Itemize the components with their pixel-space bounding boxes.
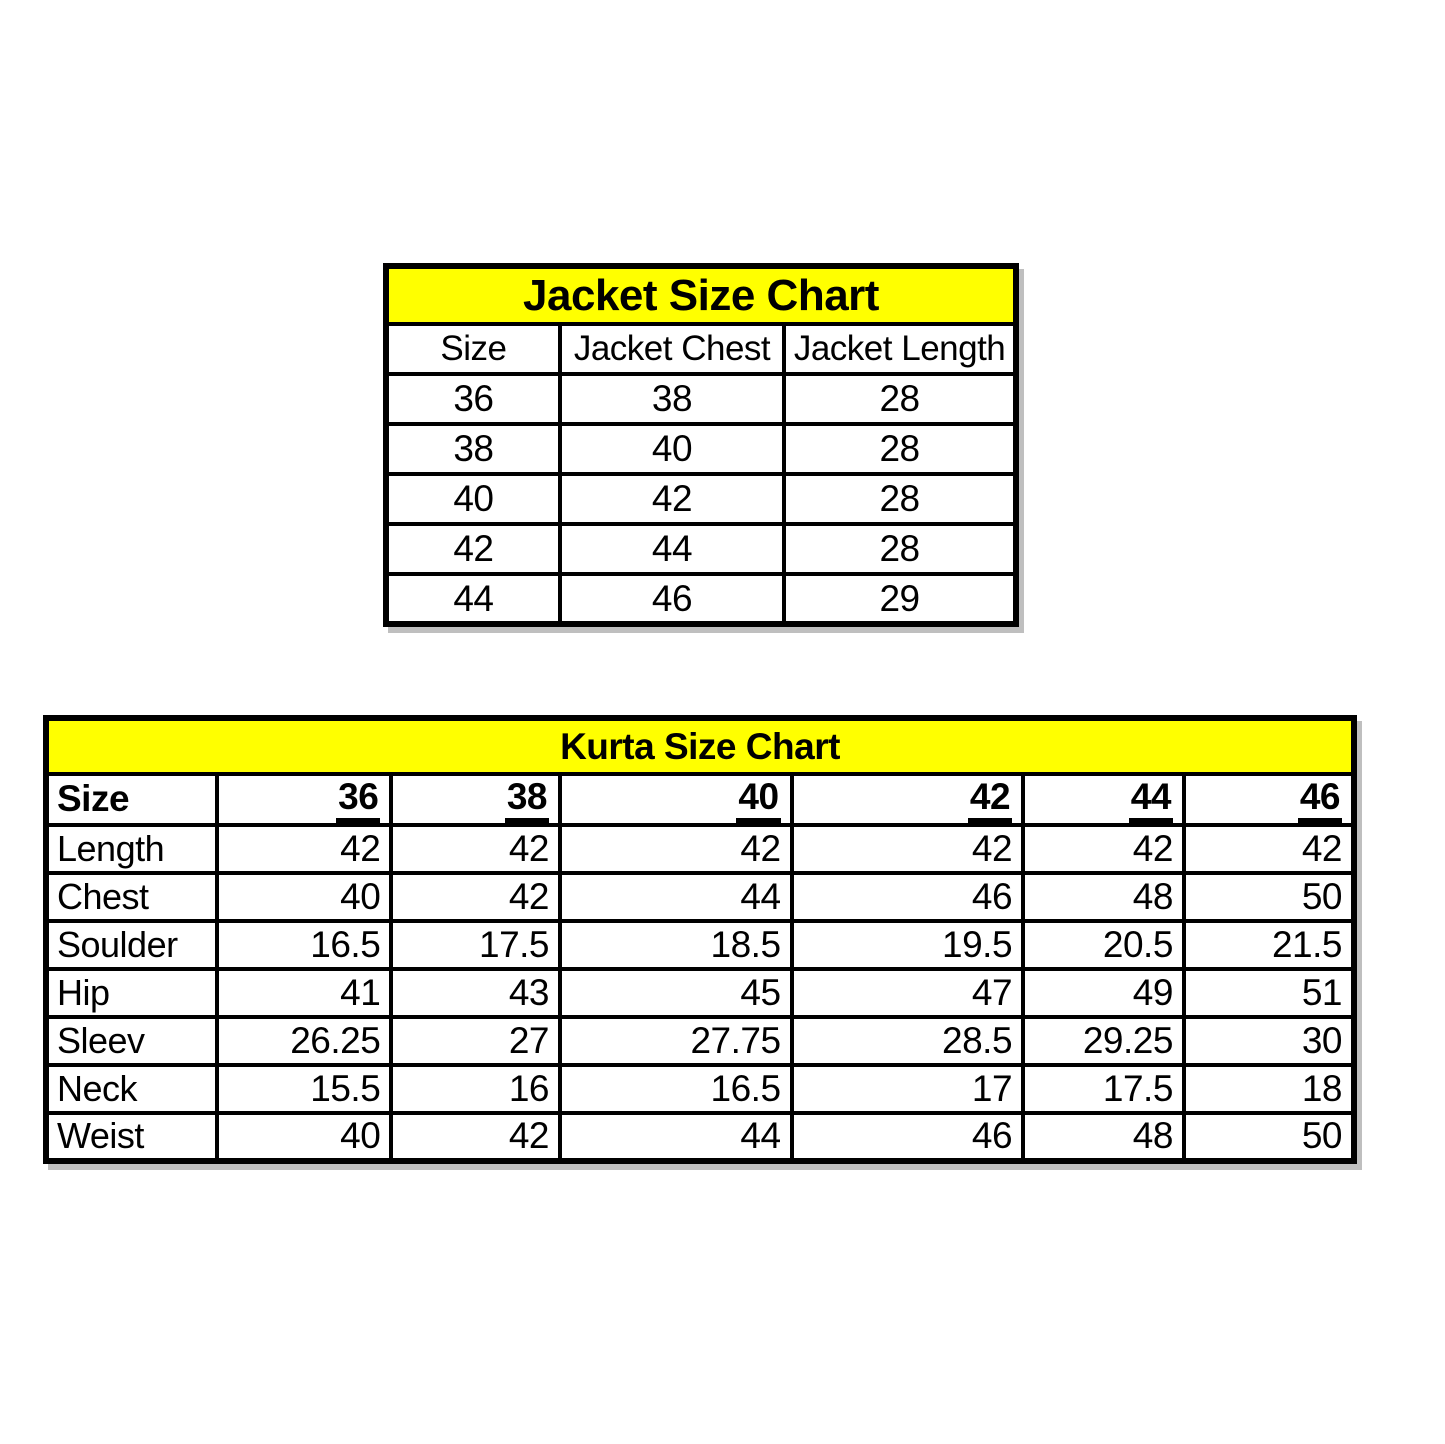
kurta-table-row-soulder bbox=[46, 921, 1354, 969]
jacket-table-row bbox=[386, 574, 1016, 624]
kurta-row-label: Length bbox=[46, 825, 217, 873]
jacket-title-row bbox=[386, 266, 1016, 324]
kurta-size-value-underlined: 42 bbox=[968, 778, 1012, 823]
kurta-cell: 29.25 bbox=[1023, 1017, 1184, 1065]
kurta-size-column-header-2 bbox=[560, 774, 792, 825]
jacket-cell: 28 bbox=[784, 374, 1016, 424]
kurta-size-value-underlined: 44 bbox=[1129, 778, 1173, 823]
jacket-column-header-2: Jacket Length bbox=[784, 324, 1016, 374]
kurta-title-row bbox=[46, 718, 1354, 774]
kurta-cell: 17 bbox=[792, 1065, 1024, 1113]
kurta-cell: 17.5 bbox=[391, 921, 560, 969]
kurta-cell: 16 bbox=[391, 1065, 560, 1113]
kurta-cell: 45 bbox=[560, 969, 792, 1017]
kurta-row-label: Soulder bbox=[46, 921, 217, 969]
kurta-cell: 44 bbox=[560, 873, 792, 921]
jacket-column-header-row bbox=[386, 324, 1016, 374]
jacket-cell: 38 bbox=[386, 424, 560, 474]
jacket-cell: 42 bbox=[560, 474, 784, 524]
kurta-size-column-header-4 bbox=[1023, 774, 1184, 825]
jacket-cell: 42 bbox=[386, 524, 560, 574]
kurta-cell: 30 bbox=[1184, 1017, 1354, 1065]
kurta-cell: 42 bbox=[391, 873, 560, 921]
kurta-table-row-hip bbox=[46, 969, 1354, 1017]
kurta-row-label: Weist bbox=[46, 1113, 217, 1161]
jacket-cell: 44 bbox=[386, 574, 560, 624]
kurta-cell: 42 bbox=[217, 825, 391, 873]
kurta-cell: 17.5 bbox=[1023, 1065, 1184, 1113]
kurta-cell: 16.5 bbox=[217, 921, 391, 969]
kurta-table-row-chest bbox=[46, 873, 1354, 921]
kurta-size-value-underlined: 38 bbox=[505, 778, 549, 823]
jacket-cell: 40 bbox=[386, 474, 560, 524]
kurta-cell: 42 bbox=[391, 825, 560, 873]
kurta-size-column-header-1 bbox=[391, 774, 560, 825]
jacket-cell: 40 bbox=[560, 424, 784, 474]
kurta-table-row-weist bbox=[46, 1113, 1354, 1161]
kurta-size-column-header-0 bbox=[217, 774, 391, 825]
jacket-table-row bbox=[386, 374, 1016, 424]
kurta-cell: 47 bbox=[792, 969, 1024, 1017]
jacket-cell: 28 bbox=[784, 424, 1016, 474]
kurta-cell: 48 bbox=[1023, 1113, 1184, 1161]
kurta-cell: 46 bbox=[792, 873, 1024, 921]
jacket-cell: 36 bbox=[386, 374, 560, 424]
kurta-cell: 42 bbox=[792, 825, 1024, 873]
jacket-column-header-1: Jacket Chest bbox=[560, 324, 784, 374]
kurta-cell: 18.5 bbox=[560, 921, 792, 969]
kurta-cell: 42 bbox=[1184, 825, 1354, 873]
kurta-cell: 15.5 bbox=[217, 1065, 391, 1113]
kurta-row-label: Hip bbox=[46, 969, 217, 1017]
kurta-size-corner-label: Size bbox=[46, 774, 217, 825]
kurta-cell: 49 bbox=[1023, 969, 1184, 1017]
kurta-cell: 20.5 bbox=[1023, 921, 1184, 969]
kurta-size-column-header-5 bbox=[1184, 774, 1354, 825]
kurta-cell: 41 bbox=[217, 969, 391, 1017]
kurta-row-label: Sleev bbox=[46, 1017, 217, 1065]
jacket-table-row bbox=[386, 424, 1016, 474]
kurta-cell: 42 bbox=[391, 1113, 560, 1161]
kurta-cell: 48 bbox=[1023, 873, 1184, 921]
jacket-cell: 38 bbox=[560, 374, 784, 424]
kurta-cell: 44 bbox=[560, 1113, 792, 1161]
kurta-cell: 26.25 bbox=[217, 1017, 391, 1065]
kurta-chart-title: Kurta Size Chart bbox=[46, 718, 1354, 774]
kurta-cell: 51 bbox=[1184, 969, 1354, 1017]
kurta-table-row-length bbox=[46, 825, 1354, 873]
kurta-row-label: Neck bbox=[46, 1065, 217, 1113]
kurta-size-column-header-3 bbox=[792, 774, 1024, 825]
kurta-cell: 18 bbox=[1184, 1065, 1354, 1113]
kurta-cell: 50 bbox=[1184, 1113, 1354, 1161]
kurta-cell: 27.75 bbox=[560, 1017, 792, 1065]
kurta-cell: 42 bbox=[560, 825, 792, 873]
jacket-size-chart-table bbox=[383, 263, 1019, 627]
kurta-cell: 21.5 bbox=[1184, 921, 1354, 969]
kurta-row-label: Chest bbox=[46, 873, 217, 921]
kurta-cell: 19.5 bbox=[792, 921, 1024, 969]
kurta-cell: 27 bbox=[391, 1017, 560, 1065]
kurta-size-header-row bbox=[46, 774, 1354, 825]
kurta-size-value-underlined: 46 bbox=[1298, 778, 1342, 823]
jacket-chart-title: Jacket Size Chart bbox=[386, 266, 1016, 324]
jacket-cell: 28 bbox=[784, 474, 1016, 524]
kurta-cell: 46 bbox=[792, 1113, 1024, 1161]
jacket-cell: 46 bbox=[560, 574, 784, 624]
kurta-cell: 40 bbox=[217, 1113, 391, 1161]
jacket-column-header-0: Size bbox=[386, 324, 560, 374]
kurta-cell: 43 bbox=[391, 969, 560, 1017]
jacket-table-row bbox=[386, 524, 1016, 574]
kurta-size-chart-table bbox=[43, 715, 1357, 1164]
jacket-cell: 44 bbox=[560, 524, 784, 574]
kurta-cell: 40 bbox=[217, 873, 391, 921]
jacket-cell: 29 bbox=[784, 574, 1016, 624]
jacket-table-row bbox=[386, 474, 1016, 524]
kurta-size-value-underlined: 36 bbox=[336, 778, 380, 823]
kurta-table-row-sleev bbox=[46, 1017, 1354, 1065]
kurta-size-value-underlined: 40 bbox=[736, 778, 780, 823]
kurta-cell: 50 bbox=[1184, 873, 1354, 921]
jacket-cell: 28 bbox=[784, 524, 1016, 574]
kurta-table-row-neck bbox=[46, 1065, 1354, 1113]
kurta-cell: 16.5 bbox=[560, 1065, 792, 1113]
kurta-cell: 42 bbox=[1023, 825, 1184, 873]
kurta-cell: 28.5 bbox=[792, 1017, 1024, 1065]
